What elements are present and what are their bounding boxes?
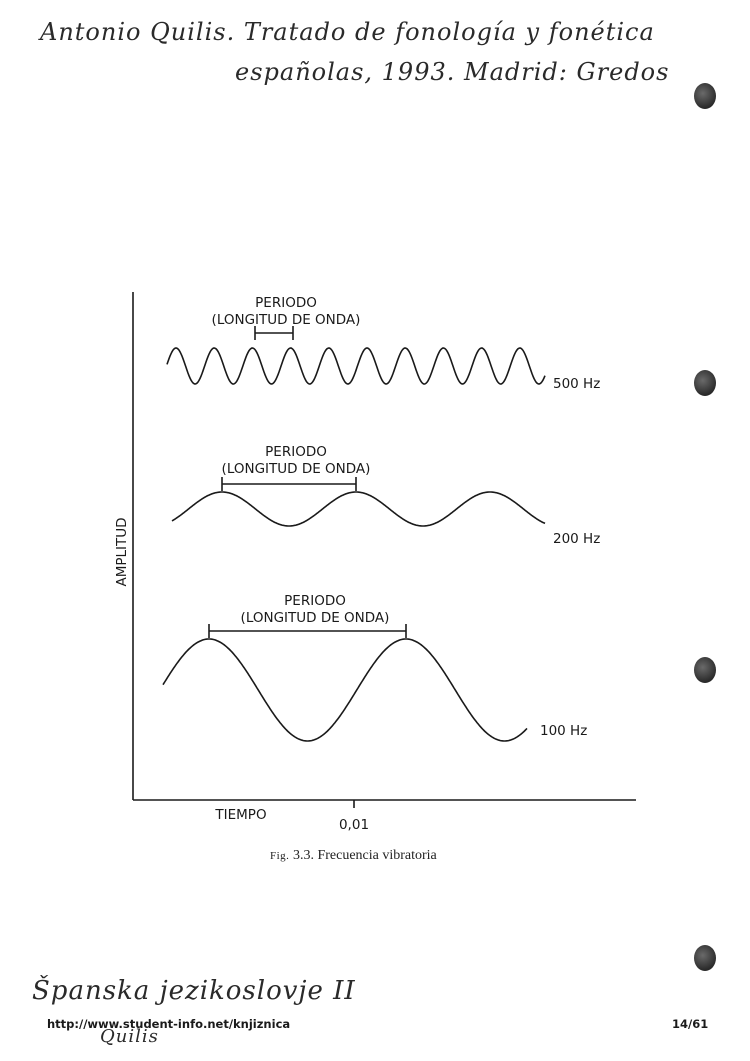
handwritten-reference-line1: Antonio Quilis. Tratado de fonología y fonética	[40, 18, 655, 46]
x-axis-tick-label: 0,01	[338, 817, 370, 833]
periodo-label-100hz: PERIODO	[284, 593, 346, 609]
handwritten-author-note: Quilis	[100, 1026, 159, 1047]
frequency-label-500hz: 500 Hz	[553, 376, 601, 392]
handwritten-reference-line2: españolas, 1993. Madrid: Gredos	[235, 58, 670, 86]
longitud-label-100hz: (LONGITUD DE ONDA)	[240, 610, 390, 626]
periodo-label-200hz: PERIODO	[265, 444, 327, 460]
periodo-label-500hz: PERIODO	[255, 295, 317, 311]
figure-caption	[270, 848, 437, 864]
frequency-label-200hz: 200 Hz	[553, 531, 601, 547]
wave-200hz	[172, 492, 545, 526]
footer-source-url[interactable]: http://www.student-info.net/knjiznica	[47, 1017, 291, 1031]
period-bracket-500hz	[255, 326, 293, 340]
y-axis-label: AMPLITUD	[114, 517, 130, 587]
period-bracket-200hz	[222, 477, 356, 491]
handwritten-course-note: Španska jezikoslovje II	[32, 976, 356, 1006]
longitud-label-200hz: (LONGITUD DE ONDA)	[221, 461, 371, 477]
frequency-label-100hz: 100 Hz	[540, 723, 588, 739]
wave-500hz	[167, 348, 545, 384]
period-bracket-100hz	[209, 624, 406, 638]
figure-caption-text: 3.3. Frecuencia vibratoria	[292, 848, 437, 863]
wave-100hz	[163, 639, 527, 741]
footer-page-number: 14/61	[672, 1017, 709, 1031]
longitud-label-500hz: (LONGITUD DE ONDA)	[211, 312, 361, 328]
x-axis-label: TIEMPO	[215, 807, 267, 823]
figure-caption-fig: Fig.	[270, 850, 290, 862]
